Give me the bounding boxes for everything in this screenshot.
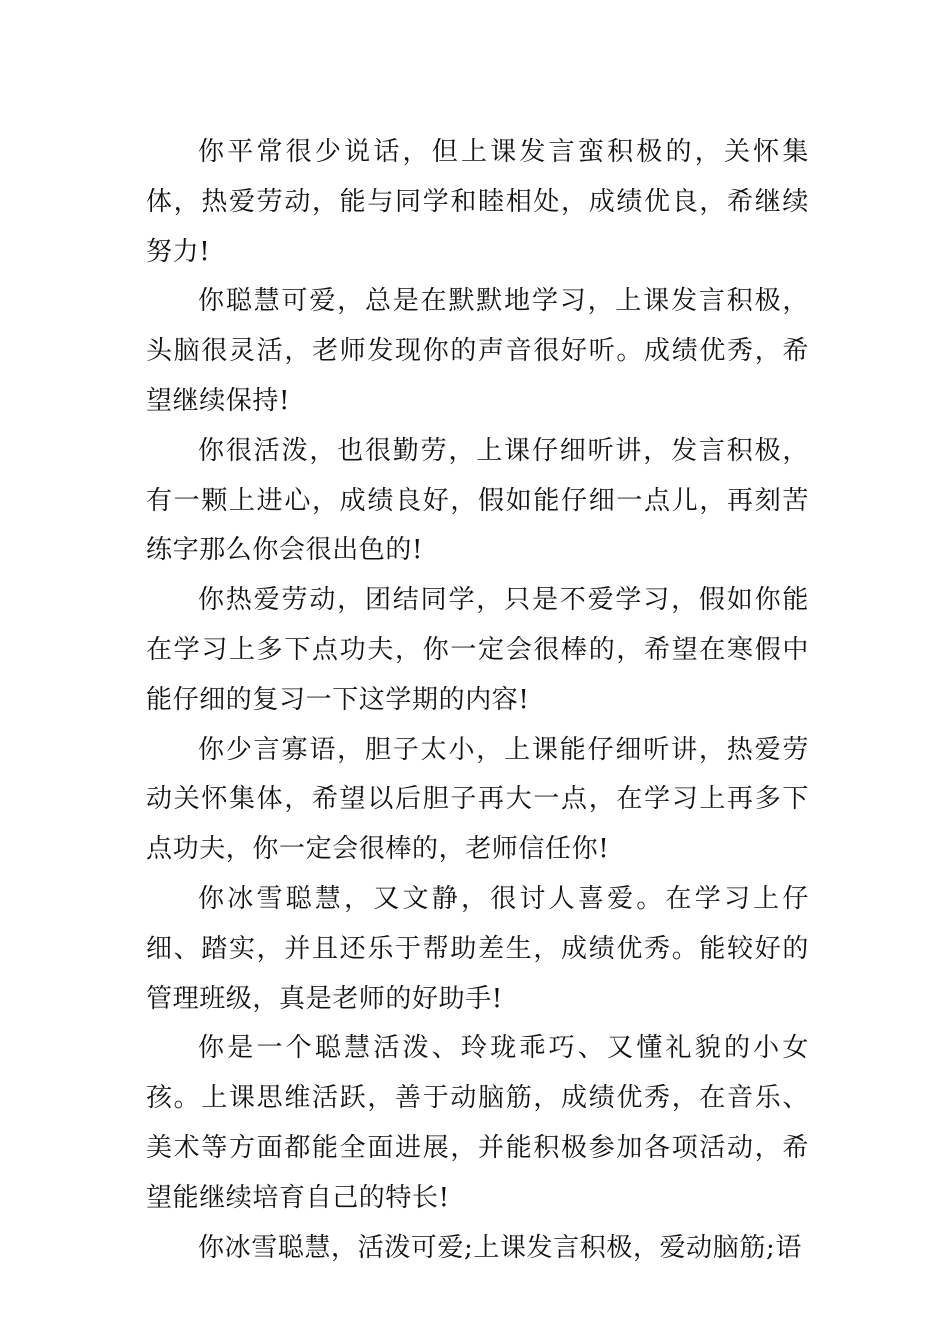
document-page: [146, 128, 809, 1273]
comment-paragraph-7: 你是一个聪慧活泼、玲珑乖巧、又懂礼貌的小女孩。上课思维活跃，善于动脑筋，成绩优秀，在音乐、美术等方面都能全面进展，并能积极参加各项活动，希望能继续培育自己的特长!: [146, 1033, 809, 1213]
comment-paragraph-6: 你冰雪聪慧，又文静，很讨人喜爱。在学习上仔细、踏实，并且还乐于帮助差生，成绩优秀。能较好的管理班级，真是老师的好助手!: [146, 883, 809, 1014]
comment-paragraph-3: 你很活泼，也很勤劳，上课仔细听讲，发言积极，有一颗上进心，成绩良好，假如能仔细一点儿，再刻苦练字那么你会很出色的!: [146, 435, 809, 566]
comment-paragraph-2: 你聪慧可爱，总是在默默地学习，上课发言积极，头脑很灵活，老师发现你的声音很好听。成绩优秀，希望继续保持!: [146, 286, 809, 416]
comment-paragraph-1: 你平常很少说话，但上课发言蛮积极的，关怀集体，热爱劳动，能与同学和睦相处，成绩优良，希继续努力!: [146, 137, 809, 267]
comment-paragraph-4: 你热爱劳动，团结同学，只是不爱学习，假如你能在学习上多下点功夫，你一定会很棒的，希望在寒假中能仔细的复习一下这学期的内容!: [146, 585, 809, 715]
comment-paragraph-5: 你少言寡语，胆子太小，上课能仔细听讲，热爱劳动关怀集体，希望以后胆子再大一点，在学习上再多下点功夫，你一定会很棒的，老师信任你!: [146, 734, 809, 865]
comment-paragraph-8: 你冰雪聪慧，活泼可爱;上课发言积极，爱动脑筋;语: [198, 1232, 802, 1263]
